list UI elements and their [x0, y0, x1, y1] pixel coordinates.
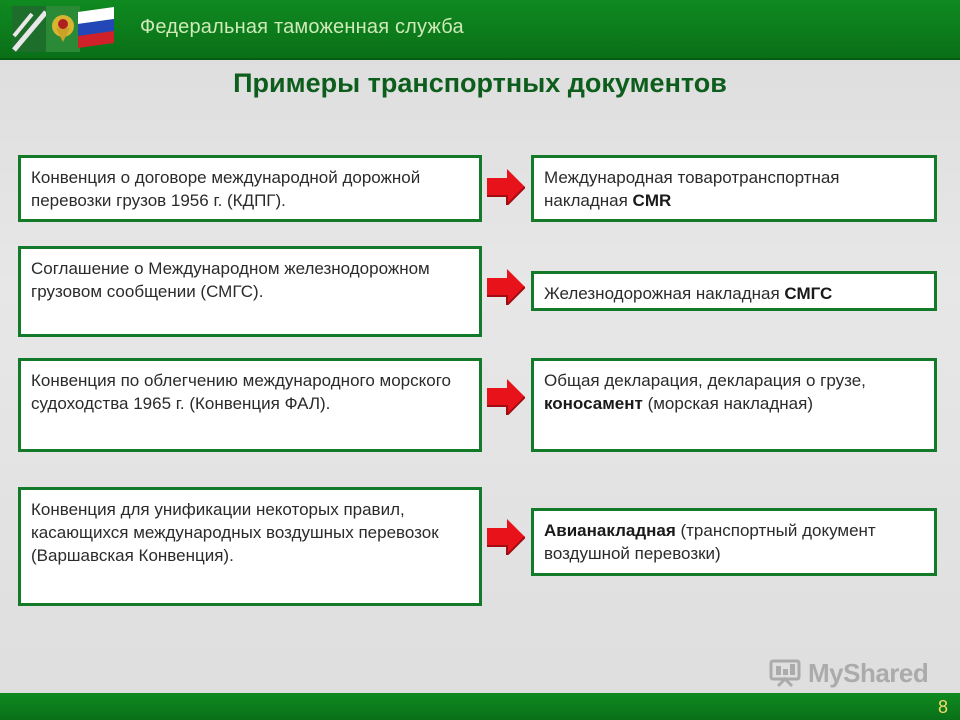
document-text-pre: Международная товаротранспортная накладная	[544, 168, 840, 210]
document-text-bold: CMR	[632, 191, 672, 210]
document-box-1	[531, 155, 937, 222]
footer-bar	[0, 693, 960, 720]
document-text-bold: СМГС	[784, 284, 833, 303]
convention-text: Конвенция о договоре международной дорожной перевозки грузов 1956 г. (КДПГ).	[31, 168, 421, 210]
document-box-2	[531, 271, 937, 311]
header-bar	[0, 0, 960, 60]
document-text-bold: коносамент	[544, 394, 643, 413]
document-box-4	[531, 508, 937, 576]
arrow-right-icon	[487, 269, 525, 305]
convention-text: Соглашение о Международном железнодорожном грузовом сообщении (СМГС).	[31, 259, 430, 301]
convention-box-1	[18, 155, 482, 222]
document-box-3	[531, 358, 937, 452]
customs-emblem-flag-icon	[12, 6, 116, 52]
arrow-right-icon	[487, 169, 525, 205]
document-text-post: (транспортный документ воздушной перевозки)	[544, 521, 876, 563]
document-text-pre: Железнодорожная накладная	[544, 284, 785, 303]
document-text-post: (морская накладная)	[642, 394, 813, 413]
watermark-text: MyShared	[808, 657, 929, 688]
arrow-right-icon	[487, 519, 525, 555]
arrow-right-icon	[487, 379, 525, 415]
myshared-watermark	[768, 655, 938, 691]
convention-box-2	[18, 246, 482, 337]
slide-title: Примеры транспортных документов	[233, 68, 727, 98]
convention-box-3	[18, 358, 482, 452]
convention-box-4	[18, 487, 482, 606]
organization-title: Федеральная таможенная служба	[140, 16, 464, 38]
page-number: 8	[937, 697, 948, 717]
convention-text: Конвенция для унификации некоторых правил, касающихся международных воздушных перевозок (Варшавская Конвенция).	[31, 500, 439, 565]
convention-text: Конвенция по облегчению международного морского судоходства 1965 г. (Конвенция ФАЛ).	[31, 371, 451, 413]
document-text-pre: Общая декларация, декларация о грузе,	[544, 371, 866, 390]
presentation-screen-icon	[768, 656, 802, 690]
document-text-bold: Авианакладная	[544, 521, 676, 540]
